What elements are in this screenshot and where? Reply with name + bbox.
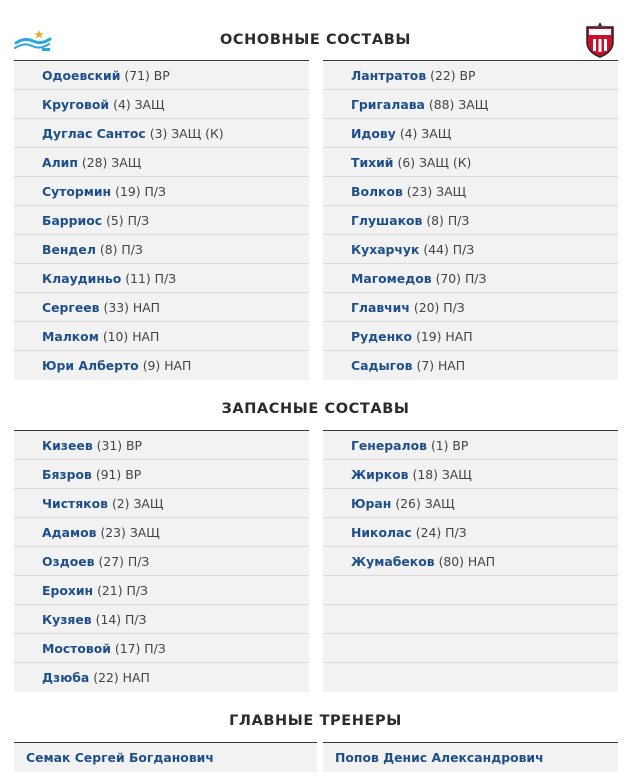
- player-name[interactable]: Сергеев: [42, 299, 100, 315]
- player-info: (3) ЗАЩ (К): [149, 125, 224, 141]
- player-row[interactable]: [14, 518, 309, 547]
- player-name[interactable]: Оздоев: [42, 553, 95, 569]
- home-coach-name[interactable]: Семак Сергей Богданович: [26, 750, 214, 765]
- player-name[interactable]: Одоевский: [42, 67, 121, 83]
- player-row[interactable]: [323, 235, 618, 264]
- player-row[interactable]: [14, 431, 309, 460]
- player-info: (18) ЗАЩ: [412, 466, 472, 482]
- player-name[interactable]: Лантратов: [351, 67, 427, 83]
- player-row[interactable]: [323, 322, 618, 351]
- player-info: (24) П/З: [415, 524, 467, 540]
- player-row[interactable]: [323, 148, 618, 177]
- player-info: (19) НАП: [416, 328, 473, 344]
- player-row[interactable]: [14, 206, 309, 235]
- player-row[interactable]: [14, 605, 309, 634]
- player-name[interactable]: Ерохин: [42, 582, 94, 598]
- player-name[interactable]: Магомедов: [351, 270, 432, 286]
- player-info: (2) ЗАЩ: [111, 495, 164, 511]
- player-row[interactable]: [14, 663, 309, 692]
- player-name[interactable]: Глушаков: [351, 212, 423, 228]
- player-name[interactable]: Малком: [42, 328, 99, 344]
- player-row: [323, 634, 618, 663]
- player-name[interactable]: Дзюба: [42, 670, 90, 685]
- player-row: [323, 663, 618, 692]
- away-subs-list: [323, 430, 618, 692]
- player-row[interactable]: [14, 460, 309, 489]
- player-name[interactable]: Вендел: [42, 241, 96, 257]
- player-row[interactable]: [323, 264, 618, 293]
- player-row[interactable]: [14, 293, 309, 322]
- player-info: (8) П/З: [426, 212, 470, 228]
- player-row[interactable]: [14, 547, 309, 576]
- player-row: [323, 605, 618, 634]
- away-coach[interactable]: [323, 742, 618, 772]
- player-info: (20) П/З: [413, 299, 465, 315]
- player-info: (80) НАП: [438, 553, 496, 569]
- player-name[interactable]: Тихий: [351, 154, 394, 170]
- player-info: (19) П/З: [115, 183, 166, 199]
- player-row[interactable]: [14, 576, 309, 605]
- player-row[interactable]: [323, 460, 618, 489]
- player-name[interactable]: Григалава: [351, 96, 425, 112]
- player-row[interactable]: [14, 322, 309, 351]
- away-coach-name[interactable]: Попов Денис Александрович: [335, 750, 544, 765]
- player-name[interactable]: Барриос: [42, 212, 103, 228]
- player-name[interactable]: Генералов: [351, 437, 427, 453]
- player-name[interactable]: Клаудиньо: [42, 270, 122, 286]
- home-starting-list: [14, 60, 309, 380]
- player-info: (7) НАП: [416, 358, 466, 373]
- player-name[interactable]: Кузяев: [42, 611, 92, 627]
- player-info: (23) ЗАЩ: [100, 524, 160, 540]
- player-name[interactable]: Адамов: [42, 524, 97, 540]
- player-name[interactable]: Руденко: [351, 328, 413, 344]
- player-row[interactable]: [323, 431, 618, 460]
- coaches-title: ГЛАВНЫЕ ТРЕНЕРЫ: [229, 713, 402, 729]
- player-name[interactable]: Сутормин: [42, 183, 112, 199]
- player-info: (14) П/З: [95, 611, 147, 627]
- player-name[interactable]: Бязров: [42, 466, 92, 482]
- player-info: (6) ЗАЩ (К): [397, 154, 472, 170]
- player-info: (21) П/З: [97, 582, 148, 598]
- player-name[interactable]: Юран: [351, 495, 392, 511]
- player-name[interactable]: Кухарчук: [351, 241, 420, 257]
- player-name[interactable]: Чистяков: [42, 495, 108, 511]
- player-name[interactable]: Алип: [42, 154, 78, 170]
- player-info: (5) П/З: [106, 212, 150, 228]
- player-row[interactable]: [323, 61, 618, 90]
- player-info: (23) ЗАЩ: [406, 183, 467, 199]
- home-coach[interactable]: [14, 742, 317, 772]
- player-info: (1) ВР: [430, 437, 469, 453]
- player-info: (71) ВР: [124, 67, 170, 83]
- player-name[interactable]: Мостовой: [42, 640, 111, 656]
- player-name[interactable]: Садыгов: [351, 358, 413, 373]
- player-row[interactable]: [14, 235, 309, 264]
- starting-lineups-title: ОСНОВНЫЕ СОСТАВЫ: [220, 32, 411, 48]
- player-info: (10) НАП: [102, 328, 160, 344]
- player-name[interactable]: Жумабеков: [351, 553, 435, 569]
- player-row[interactable]: [14, 90, 309, 119]
- player-name[interactable]: Круговой: [42, 96, 110, 112]
- player-name[interactable]: Дуглас Сантос: [42, 125, 146, 141]
- player-row[interactable]: [323, 547, 618, 576]
- away-starting-list: [323, 60, 618, 380]
- player-info: (44) П/З: [423, 241, 475, 257]
- player-name[interactable]: Николас: [351, 524, 412, 540]
- player-info: (8) П/З: [99, 241, 143, 257]
- player-info: (31) ВР: [96, 437, 143, 453]
- player-info: (4) ЗАЩ: [113, 96, 165, 112]
- player-info: (70) П/З: [435, 270, 487, 286]
- player-name[interactable]: Главчич: [351, 299, 410, 315]
- home-subs-list: [14, 430, 309, 692]
- player-row[interactable]: [323, 489, 618, 518]
- player-info: (91) ВР: [95, 466, 142, 482]
- player-info: (9) НАП: [142, 358, 192, 373]
- player-row: [323, 576, 618, 605]
- player-info: (22) ВР: [430, 67, 476, 83]
- player-row[interactable]: [14, 351, 309, 380]
- player-info: (28) ЗАЩ: [81, 154, 142, 170]
- player-row[interactable]: [14, 634, 309, 663]
- player-name[interactable]: Идову: [351, 125, 396, 141]
- player-name[interactable]: Волков: [351, 183, 403, 199]
- player-row[interactable]: [323, 119, 618, 148]
- player-row[interactable]: [14, 489, 309, 518]
- player-row[interactable]: [323, 177, 618, 206]
- player-row[interactable]: [323, 293, 618, 322]
- player-info: (33) НАП: [103, 299, 160, 315]
- player-info: (88) ЗАЩ: [428, 96, 489, 112]
- player-row[interactable]: [14, 264, 309, 293]
- player-info: (4) ЗАЩ: [399, 125, 452, 141]
- player-row[interactable]: [323, 206, 618, 235]
- player-name[interactable]: Юри Алберто: [42, 358, 139, 373]
- player-row[interactable]: [14, 119, 309, 148]
- player-row[interactable]: [14, 61, 309, 90]
- player-name[interactable]: Кизеев: [42, 437, 93, 453]
- substitutes-title: ЗАПАСНЫЕ СОСТАВЫ: [221, 401, 410, 417]
- player-info: (17) П/З: [114, 640, 166, 656]
- player-row[interactable]: [323, 518, 618, 547]
- player-info: (22) НАП: [93, 670, 150, 685]
- player-row[interactable]: [14, 148, 309, 177]
- player-name[interactable]: Жирков: [351, 466, 409, 482]
- player-row[interactable]: [14, 177, 309, 206]
- player-info: (26) ЗАЩ: [395, 495, 455, 511]
- player-info: (27) П/З: [98, 553, 150, 569]
- player-info: (11) П/З: [125, 270, 177, 286]
- player-row[interactable]: [323, 351, 618, 380]
- player-row[interactable]: [323, 90, 618, 119]
